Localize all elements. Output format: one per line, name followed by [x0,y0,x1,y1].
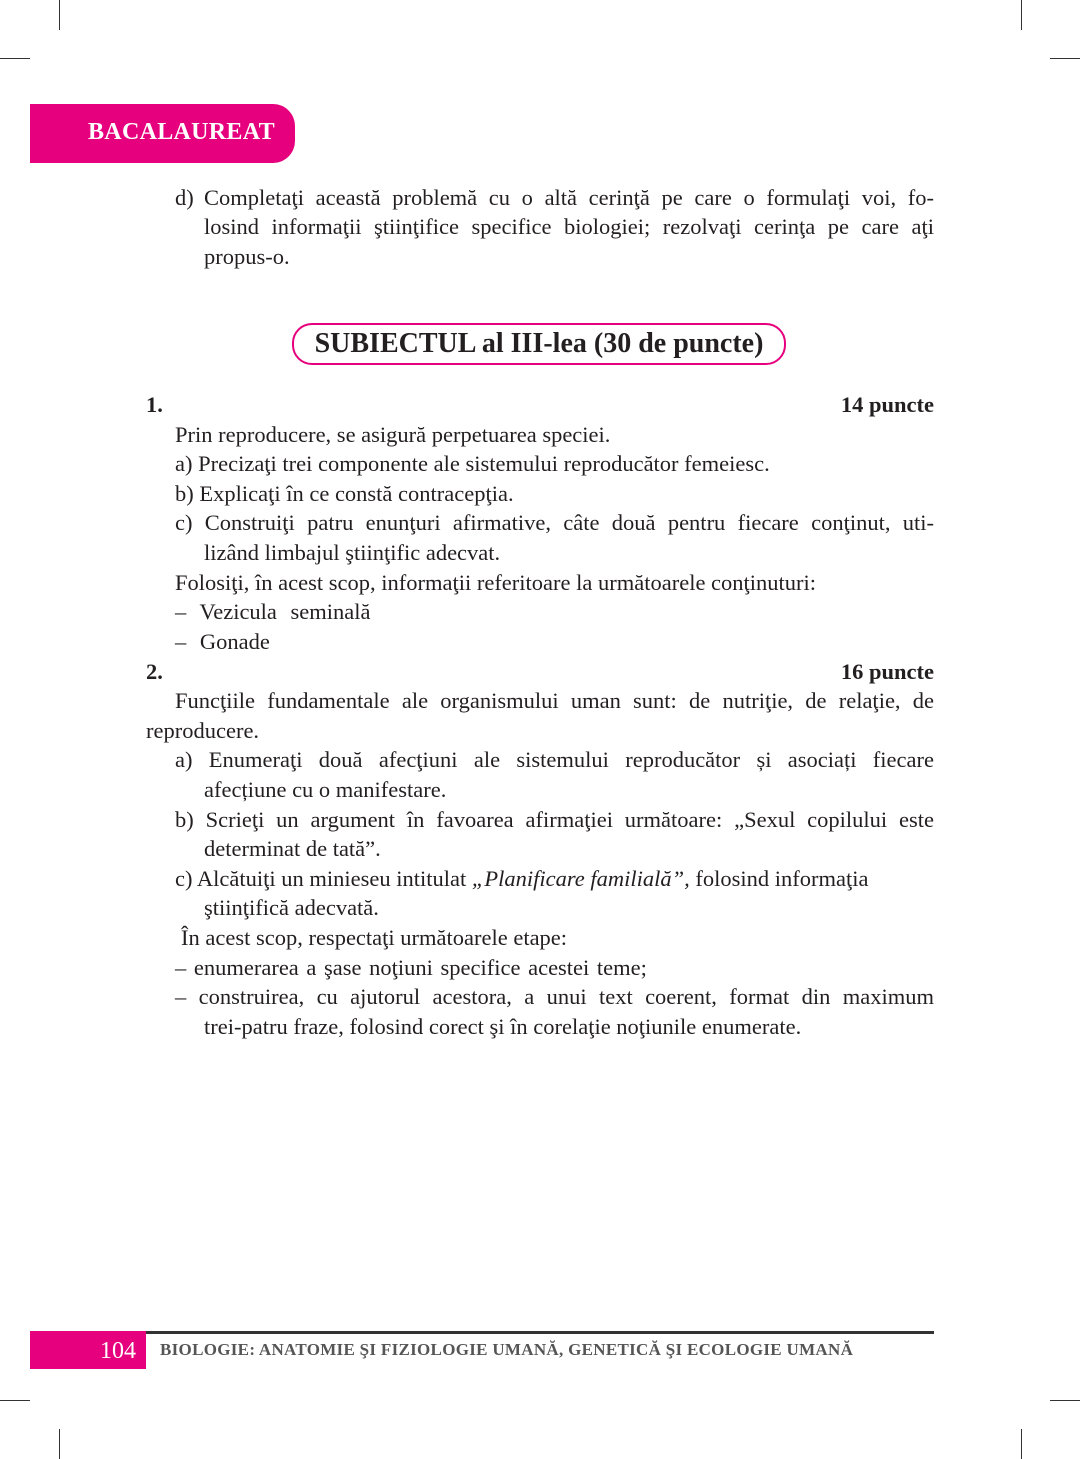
text-line: Folosiţi, în acest scop, informaţii referitoare la următoarele conţinuturi: [175,570,817,595]
question-number: 1. [146,392,163,417]
crop-mark [59,1429,60,1459]
text-line: ştiinţifică adecvată. [204,895,379,920]
crop-mark [59,0,60,30]
text-line: a) Enumeraţi două afecţiuni ale sistemului reproducător și asociați fiecare [175,747,934,772]
section-badge [30,104,295,163]
text-line: reproducere. [146,718,260,743]
text-line: Prin reproducere, se asigură perpetuarea speciei. [175,422,611,447]
text-line: trei-patru fraze, folosind corect şi în corelaţie noţiunile enumerate. [204,1014,802,1039]
page-number: 104 [30,1331,146,1369]
question-points: 14 puncte [840,392,934,417]
text-line: În acest scop, respectaţi următoarele etape: [181,925,568,950]
list-item: – construirea, cu ajutorul acestora, a unui text coerent, format din maximum [175,984,934,1009]
section-title: SUBIECTUL al III-lea (30 de puncte) [292,323,786,365]
text-line: c) Construiţi patru enunţuri afirmative, câte două pentru fiecare conţinut, uti- [175,510,934,535]
crop-mark [1050,1400,1080,1401]
text-line: lizând limbajul ştiinţific adecvat. [204,540,501,565]
question-number: 2. [146,659,163,684]
question-points: 16 puncte [840,659,934,684]
list-item: – enumerarea a şase noţiuni specifice acestei teme; [175,955,647,980]
text-span: c) Alcătuiţi un minieseu intitulat [175,866,472,891]
text-line: losind informaţii ştiinţifice specifice biologiei; rezolvaţi cerinţa pe care aţi [204,214,934,239]
essay-title: „Planificare familială”, [471,866,690,891]
crop-mark [1050,58,1080,59]
crop-mark [0,58,30,59]
text-line: Funcţiile fundamentale ale organismului uman sunt: de nutriţie, de relaţie, de [175,688,934,713]
text-line: Completaţi această problemă cu o altă cerinţă pe care o formulaţi voi, fo- [204,185,934,210]
text-line [175,865,868,893]
text-span: folosind informaţia [689,866,869,891]
text-line: determinat de tată”. [204,836,381,861]
footer-title: BIOLOGIE: ANATOMIE ŞI FIZIOLOGIE UMANĂ, GENETICĂ ŞI ECOLOGIE UMANĂ [160,1340,854,1359]
text-line: afecțiune cu o manifestare. [204,777,447,802]
text-line: b) Scrieţi un argument în favoarea afirmaţiei următoare: „Sexul copilului este [175,807,934,832]
text-line: b) Explicaţi în ce constă contracepţia. [175,481,514,506]
list-item: – Gonade [175,629,270,654]
list-item: – Vezicula seminală [175,599,371,624]
crop-mark [0,1400,30,1401]
footer-rule [30,1331,934,1334]
crop-mark [1021,0,1022,30]
crop-mark [1021,1429,1022,1459]
badge-label: BACALAUREAT [88,119,275,145]
text-line: propus-o. [204,244,290,269]
item-label: d) [175,185,194,210]
text-line: a) Precizaţi trei componente ale sistemului reproducător femeiesc. [175,451,770,476]
